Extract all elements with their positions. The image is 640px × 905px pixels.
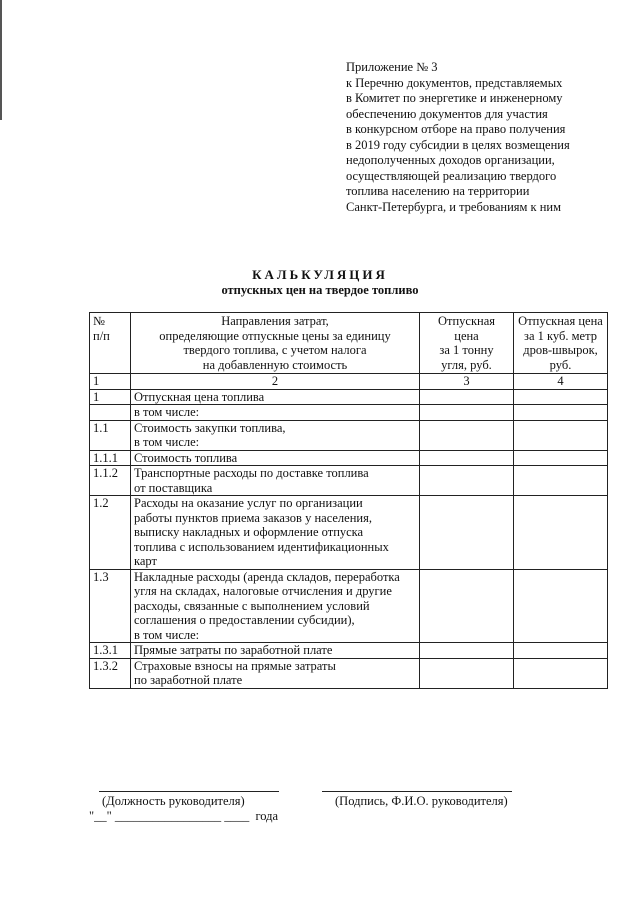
appendix-note (346, 60, 626, 215)
header-line: дров-швырок, (523, 343, 598, 357)
coal-price-cell[interactable] (420, 450, 514, 466)
header-line: Отпускная цена (518, 314, 603, 328)
row-description (131, 466, 420, 496)
description-line: работы пунктов приема заказов у населения, (134, 510, 372, 525)
firewood-price-cell[interactable] (514, 569, 608, 643)
appendix-line: топлива населению на территории (346, 184, 530, 198)
header-number (90, 313, 131, 374)
row-number: 1.3.2 (90, 658, 131, 688)
table-index-row (90, 374, 608, 390)
header-line: определяющие отпускные цены за единицу (159, 328, 391, 343)
description-line: Страховые взносы на прямые затраты (134, 658, 336, 673)
header-line: руб. (549, 357, 572, 372)
table-row (90, 569, 608, 643)
table-row (90, 658, 608, 688)
appendix-line: в конкурсном отборе на право получения (346, 122, 566, 136)
description-line: Стоимость топлива (134, 450, 238, 465)
row-description (131, 658, 420, 688)
header-line: твердого топлива, с учетом налога (183, 343, 367, 357)
appendix-line: Приложение № 3 (346, 60, 438, 74)
row-number (90, 405, 131, 421)
coal-price-cell[interactable] (420, 405, 514, 421)
appendix-line: осуществляющей реализацию твердого (346, 168, 557, 183)
signature-name-label: (Подпись, Ф.И.О. руководителя) (335, 794, 508, 808)
table-row (90, 466, 608, 496)
appendix-line: к Перечню документов, представляемых (346, 75, 563, 90)
row-number: 1.1 (90, 420, 131, 450)
row-number: 1.1.1 (90, 450, 131, 466)
header-line: Отпускная (437, 314, 496, 328)
description-line: Прямые затраты по заработной плате (134, 643, 333, 657)
firewood-price-cell[interactable] (514, 658, 608, 688)
firewood-price-cell[interactable] (514, 389, 608, 405)
firewood-price-cell[interactable] (514, 405, 608, 421)
description-line: в том числе: (134, 435, 200, 449)
index-cell: 1 (90, 374, 131, 390)
appendix-line: Санкт-Петербурга, и требованиям к ним (346, 199, 562, 214)
table-header-row (90, 313, 608, 374)
appendix-line: в Комитет по энергетике и инженерному (346, 91, 563, 105)
header-line: № (93, 314, 105, 328)
description-line: соглашения о предоставлении субсидии), (134, 613, 355, 627)
index-cell: 2 (131, 374, 420, 390)
header-price-coal (420, 313, 514, 374)
header-line: за 1 тонну (439, 343, 494, 357)
appendix-line: недополученных доходов организации, (346, 153, 555, 167)
header-cost-directions (131, 313, 420, 374)
description-line: Транспортные расходы по доставке топлива (134, 466, 369, 480)
name-signature-line (322, 791, 512, 792)
description-line: Стоимость закупки топлива, (134, 420, 286, 435)
index-cell: 4 (514, 374, 608, 390)
document-title: КАЛЬКУЛЯЦИЯ (252, 267, 388, 282)
coal-price-cell[interactable] (420, 389, 514, 405)
description-line: в том числе: (134, 627, 200, 642)
coal-price-cell[interactable] (420, 420, 514, 450)
description-line: угля на складах, налоговые отчисления и другие (134, 584, 392, 598)
row-description (131, 405, 420, 421)
position-label: (Должность руководителя) (102, 794, 245, 808)
position-signature-line (99, 791, 279, 792)
row-description (131, 569, 420, 643)
appendix-line: обеспечению документов для участия (346, 106, 548, 121)
description-line: топлива с использованием идентификационных (134, 539, 389, 554)
description-line: Расходы на оказание услуг по организации (134, 496, 363, 510)
row-description (131, 389, 420, 405)
description-line: в том числе: (134, 405, 200, 419)
table-row (90, 389, 608, 405)
date-line: "__" _________________ ____ года (89, 809, 279, 823)
firewood-price-cell[interactable] (514, 643, 608, 659)
header-line: п/п (93, 328, 110, 343)
row-number: 1 (90, 389, 131, 405)
appendix-line: в 2019 году субсидии в целях возмещения (346, 137, 570, 152)
firewood-price-cell[interactable] (514, 420, 608, 450)
header-line: цена (454, 328, 479, 343)
firewood-price-cell[interactable] (514, 496, 608, 570)
scan-edge-line (0, 0, 2, 120)
row-description (131, 496, 420, 570)
header-line: Направления затрат, (221, 314, 329, 328)
header-price-firewood (514, 313, 608, 374)
row-number: 1.1.2 (90, 466, 131, 496)
table-row (90, 450, 608, 466)
coal-price-cell[interactable] (420, 496, 514, 570)
description-line: карт (134, 554, 157, 568)
document-subtitle: отпускных цен на твердое топливо (221, 283, 419, 297)
row-number: 1.2 (90, 496, 131, 570)
description-line: выписку накладных и оформление отпуска (134, 525, 364, 539)
index-cell: 3 (420, 374, 514, 390)
header-line: угля, руб. (441, 357, 492, 372)
row-description (131, 643, 420, 659)
description-line: по заработной плате (134, 673, 243, 687)
coal-price-cell[interactable] (420, 466, 514, 496)
calculation-table (89, 312, 608, 689)
row-number: 1.3 (90, 569, 131, 643)
description-line: Накладные расходы (аренда складов, переработка (134, 569, 400, 584)
firewood-price-cell[interactable] (514, 450, 608, 466)
description-line: Отпускная цена топлива (134, 389, 265, 404)
table-row (90, 420, 608, 450)
description-line: от поставщика (134, 480, 213, 495)
table-row (90, 405, 608, 421)
firewood-price-cell[interactable] (514, 466, 608, 496)
coal-price-cell[interactable] (420, 569, 514, 643)
row-description (131, 450, 420, 466)
header-line: за 1 куб. метр (524, 328, 597, 343)
description-line: расходы, связанные с выполнением условий (134, 598, 370, 613)
table-row (90, 643, 608, 659)
coal-price-cell[interactable] (420, 643, 514, 659)
coal-price-cell[interactable] (420, 658, 514, 688)
row-number: 1.3.1 (90, 643, 131, 659)
row-description (131, 420, 420, 450)
header-line: на добавленную стоимость (202, 357, 348, 372)
table-row (90, 496, 608, 570)
